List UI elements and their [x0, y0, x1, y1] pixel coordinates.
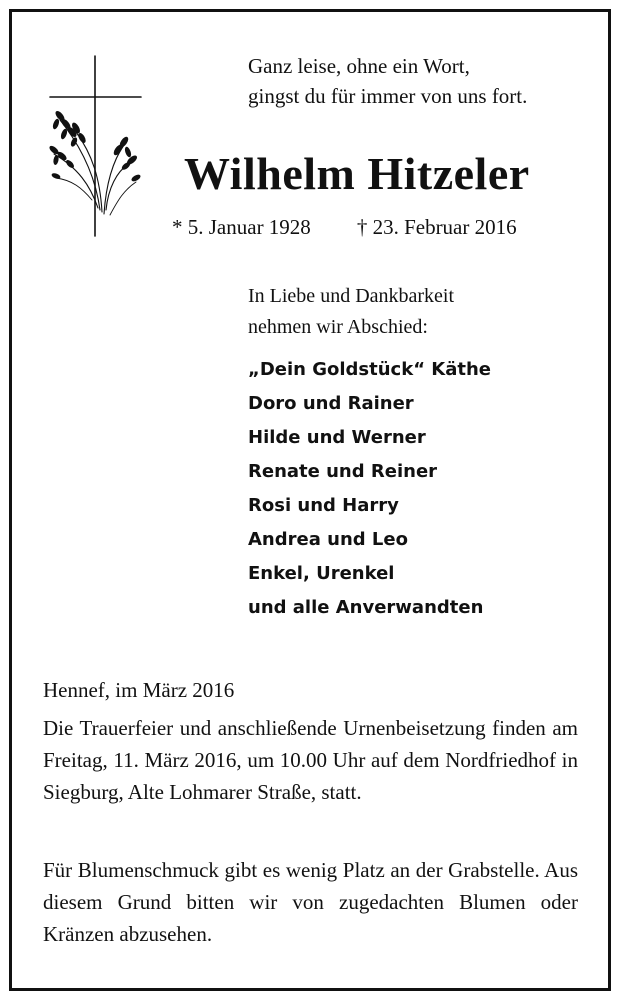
family-member: Hilde und Werner — [248, 427, 426, 448]
family-member: Enkel, Urenkel — [248, 563, 395, 584]
birth-date: * 5. Januar 1928 — [172, 215, 311, 239]
thanks-line-2: nehmen wir Abschied: — [248, 316, 428, 338]
verse-line-2: gingst du für immer von uns fort. — [248, 84, 528, 108]
family-member: „Dein Goldstück“ Käthe — [248, 359, 492, 380]
life-dates — [172, 213, 517, 241]
deceased-name: Wilhelm Hitzeler — [184, 148, 530, 199]
family-member: Renate und Reiner — [248, 461, 438, 482]
family-member: Rosi und Harry — [248, 495, 399, 516]
funeral-paragraph: Die Trauerfeier und anschließende Urnenbeisetzung finden am Freitag, 11. März 2016, um 10.00 Uhr auf dem Nordfriedhof in Siegburg, Alte Lohmarer Straße, statt. — [43, 716, 578, 804]
family-list — [248, 353, 491, 625]
death-date: † 23. Februar 2016 — [356, 215, 517, 239]
family-member: Doro und Rainer — [248, 393, 414, 414]
thanks-line-1: In Liebe und Dankbarkeit — [248, 285, 455, 307]
family-member: Andrea und Leo — [248, 529, 408, 550]
thanks-text — [248, 281, 454, 343]
cross-with-wheat-icon — [38, 50, 148, 240]
verse — [248, 51, 527, 111]
flowers-paragraph: Für Blumenschmuck gibt es wenig Platz an der Grabstelle. Aus diesem Grund bitten wir von zugedachten Blumen oder Kränzen abzusehen. — [43, 858, 578, 946]
verse-line-1: Ganz leise, ohne ein Wort, — [248, 54, 470, 78]
place-date: Hennef, im März 2016 — [43, 678, 235, 702]
family-member: und alle Anverwandten — [248, 597, 484, 618]
